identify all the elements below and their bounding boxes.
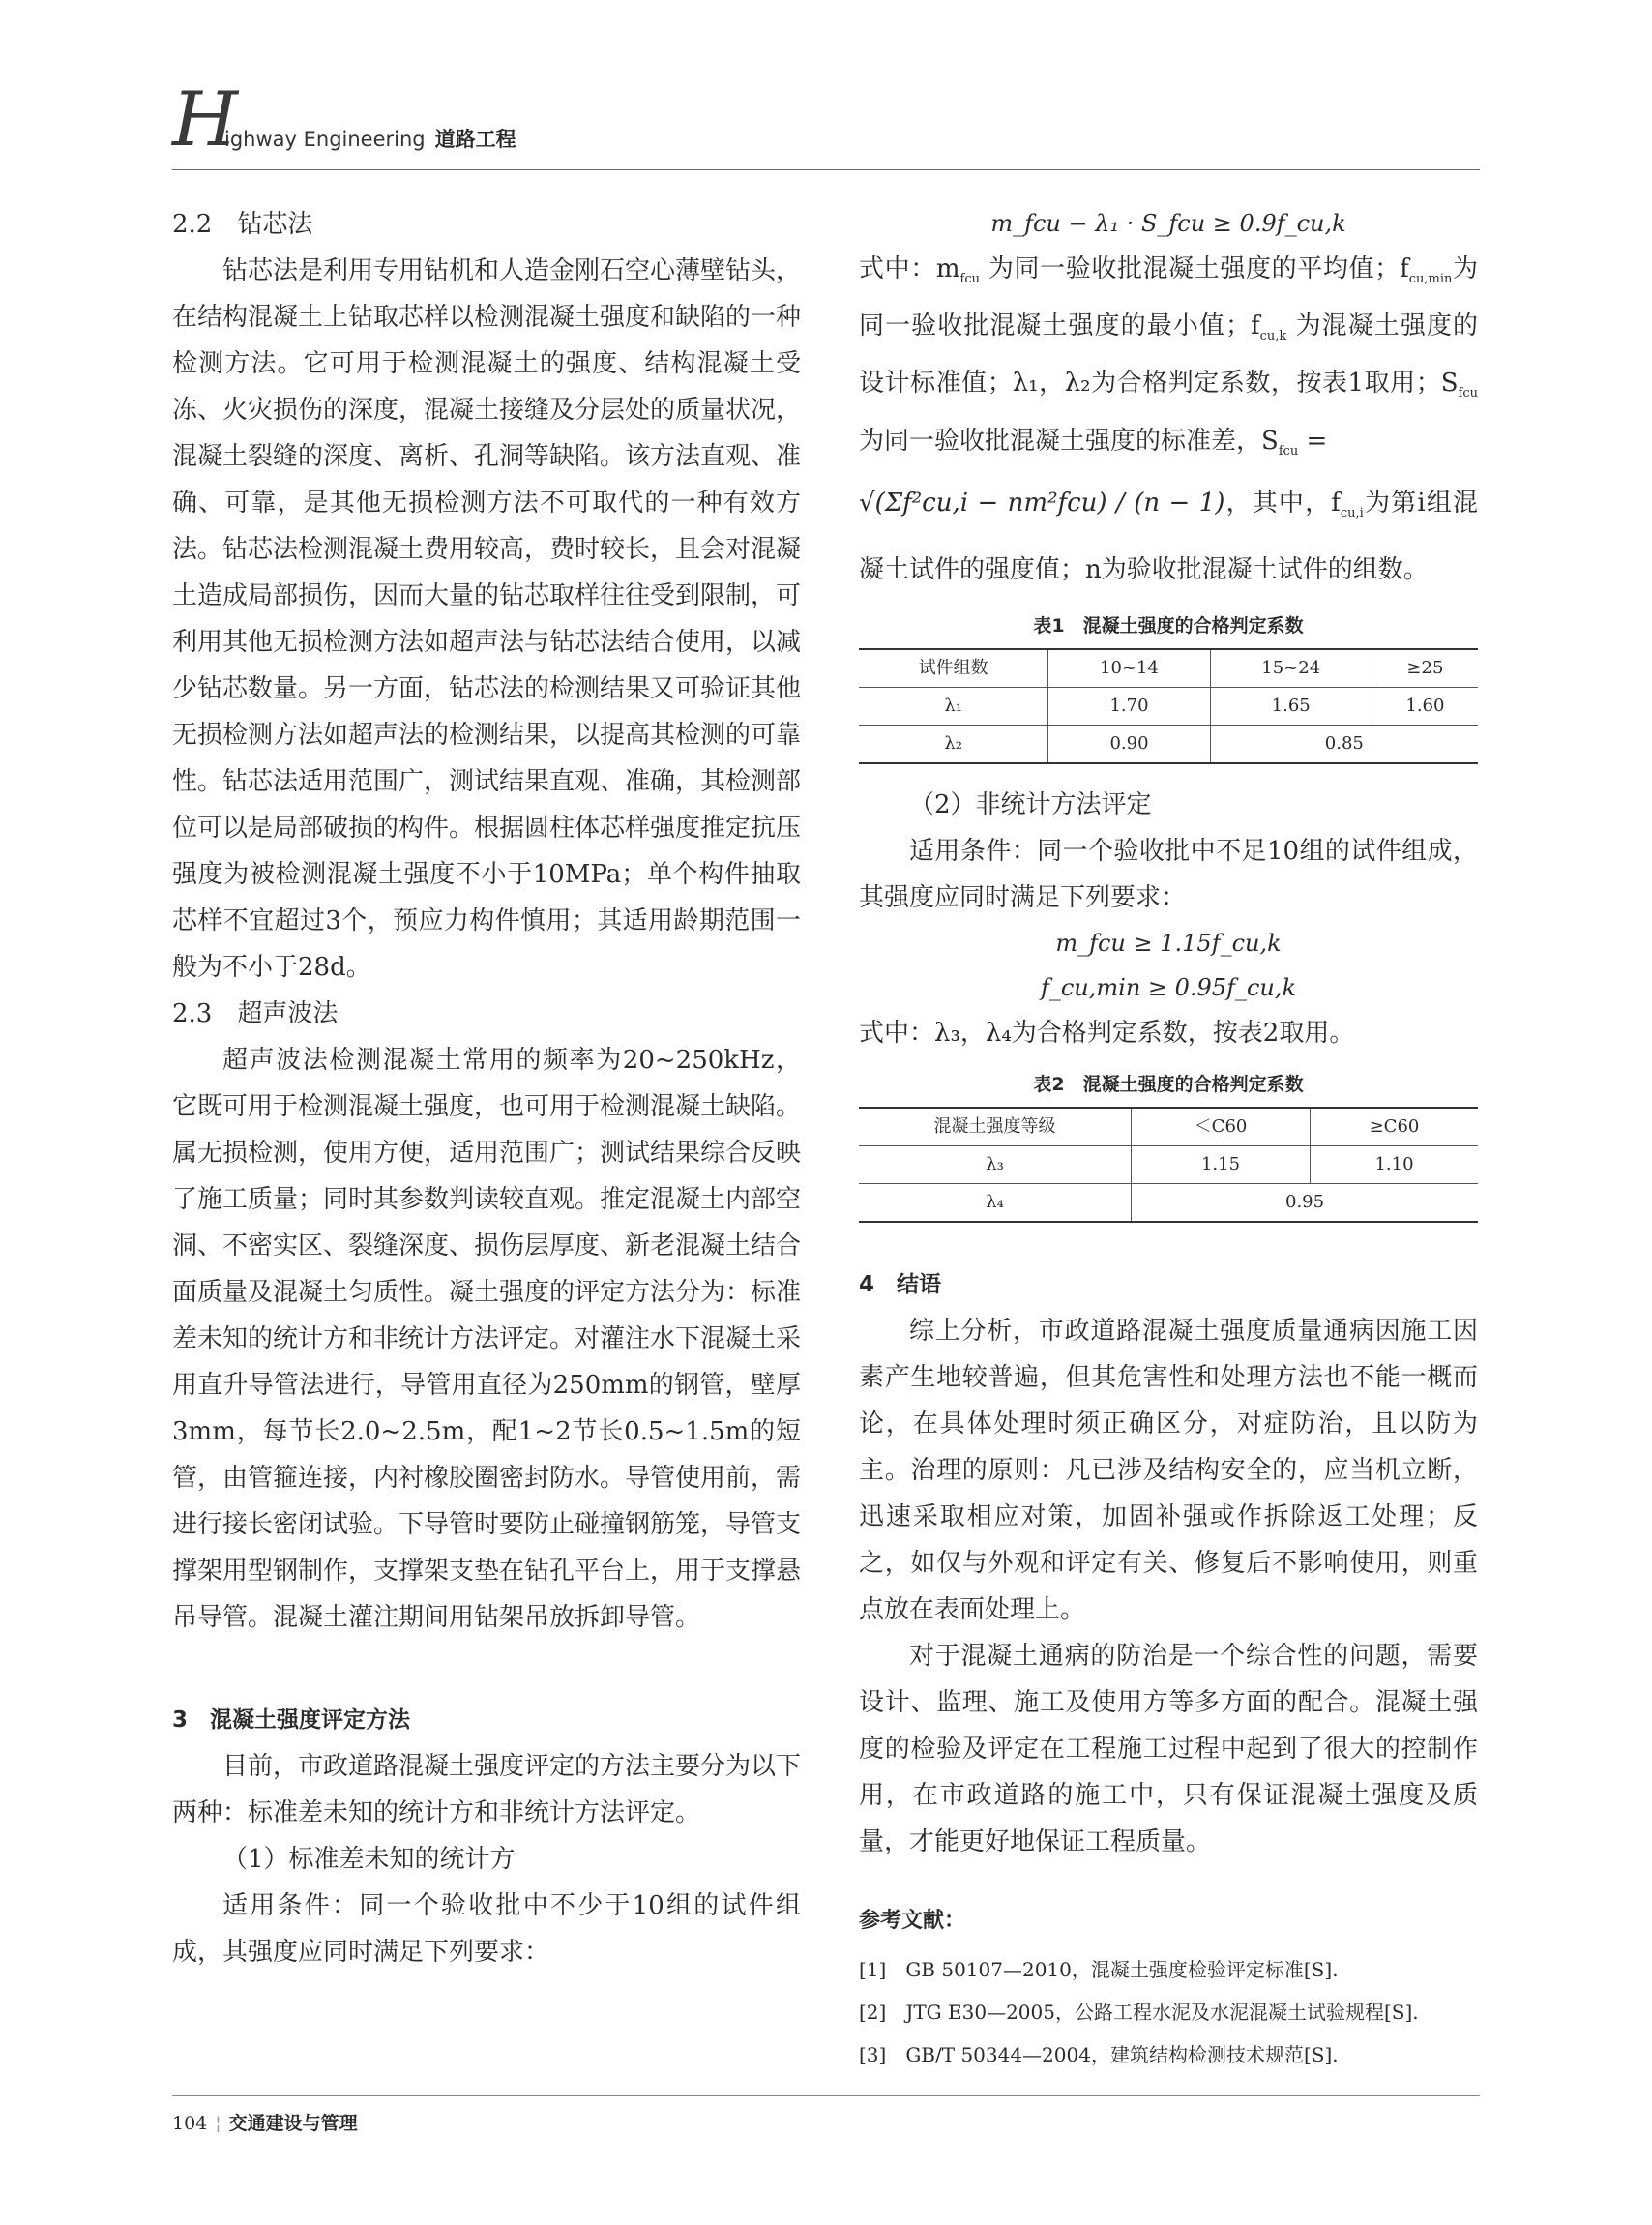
table-1 xyxy=(859,648,1478,764)
table-cell: 10~14 xyxy=(1048,649,1210,688)
reference-item: [2] JTG E30—2005，公路工程水泥及水泥混凝土试验规程[S]. xyxy=(859,2000,1419,2024)
section-4-para-1: 综上分析，市政道路混凝土强度质量通病因施工因素产生地较普遍，但其危害性和处理方法也不能一概而论，在具体处理时须正确区分，对症防治，且以防为主。治理的原则：凡已涉及结构安全的，应当机立断，迅速采取相应对策，加固补强或作拆除返工处理；反之，如仅与外观和评定有关、修复后不影响使用，则重点放在表面处理上。 xyxy=(859,1316,1478,1624)
table-cell: λ₁ xyxy=(859,687,1048,725)
section-2-3-title: 2.3 超声波法 xyxy=(172,999,339,1028)
table-cell: 15~24 xyxy=(1210,649,1372,688)
table-cell: 1.65 xyxy=(1210,687,1372,725)
expl2-part-a: ，其中，f xyxy=(1224,488,1341,518)
header-text xyxy=(224,124,516,153)
footer-separator: ¦ xyxy=(215,2113,221,2134)
section-3-item-1: （1）标准差未知的统计方 xyxy=(222,1845,516,1874)
table-row xyxy=(859,725,1478,763)
table-cell: 1.70 xyxy=(1048,687,1210,725)
section-3-condition-1: 适用条件：同一个验收批中不少于10组的试件组成，其强度应同时满足下列要求： xyxy=(172,1891,801,1967)
table-cell: 1.10 xyxy=(1310,1145,1478,1183)
expl-part-f: = xyxy=(1298,426,1328,456)
table-cell: ≥25 xyxy=(1372,649,1478,688)
table-cell: λ₄ xyxy=(859,1183,1132,1222)
table-row xyxy=(859,649,1478,688)
table-row xyxy=(859,1145,1478,1183)
section-2-2-title: 2.2 钻芯法 xyxy=(172,210,313,239)
section-3-title: 3 混凝土强度评定方法 xyxy=(172,1707,411,1733)
table-cell: ≥C60 xyxy=(1310,1108,1478,1146)
expl-part-b: 为同一验收批混凝土强度的平均值；f xyxy=(979,254,1409,283)
header-chinese: 道路工程 xyxy=(434,128,516,151)
table-cell: λ₃ xyxy=(859,1145,1132,1183)
section-4-title: 4 结语 xyxy=(859,1271,942,1297)
section-2-3-body: 超声波法检测混凝土常用的频率为20~250kHz，它既可用于检测混凝土强度，也可用于检测混凝土缺陷。属无损检测，使用方便，适用范围广；测试结果综合反映了施工质量；同时其参数判读较直观。推定混凝土内部空洞、不密实区、裂缝深度、损伤层厚度、新老混凝土结合面质量及混凝土匀质性。凝土强度的评定方法分为：标准差未知的统计方和非统计方法评定。对灌注水下混凝土采用直升导管法进行，导管用直径为250mm的钢管，壁厚3mm，每节长2.0~2.5m，配1~2节长0.5~1.5m的短管，由管箍连接，内衬橡胶圈密封防水。导管使用前，需进行接长密闭试验。下导管时要防止碰撞钢筋笼，导管支撑架用型钢制作，支撑架支垫在钻孔平台上，用于支撑悬吊导管。混凝土灌注期间用钻架吊放拆卸导管。 xyxy=(172,1046,802,1632)
header-english: ighway Engineering xyxy=(224,128,426,151)
equation-3: f_cu,min ≥ 0.95f_cu,k xyxy=(1040,973,1297,1001)
expl-part-e: 为同一验收批混凝土强度的标准差，S xyxy=(859,426,1279,456)
table-cell: 1.60 xyxy=(1372,687,1478,725)
expl-part-a: 式中：m xyxy=(859,254,960,283)
right-column xyxy=(859,201,1478,2076)
footer-rule xyxy=(172,2095,1480,2096)
section-2-2-body: 钻芯法是利用专用钻机和人造金刚石空心薄壁钻头，在结构混凝土上钻取芯样以检测混凝土强度和缺陷的一种检测方法。它可用于检测混凝土的强度、结构混凝土受冻、火灾损伤的深度，混凝土接缝及分层处的质量状况，混凝土裂缝的深度、离析、孔洞等缺陷。该方法直观、准确、可靠，是其他无损检测方法不可取代的一种有效方法。钻芯法检测混凝土费用较高，费时较长，且会对混凝土造成局部损伤，因而大量的钻芯取样往往受到限制，可利用其他无损检测方法如超声法与钻芯法结合使用，以减少钻芯数量。另一方面，钻芯法的检测结果又可验证其他无损检测方法如超声法的检测结果，以提高其检测的可靠性。钻芯法适用范围广，测试结果直观、准确，其检测部位可以是局部破损的构件。根据圆柱体芯样强度推定抗压强度为被检测混凝土强度不小于10MPa；单个构件抽取芯样不宜超过3个，预应力构件慎用；其适用龄期范围一般为不小于28d。 xyxy=(172,256,802,982)
table-row xyxy=(859,1183,1478,1222)
table-cell: ＜C60 xyxy=(1132,1108,1311,1146)
table-cell: 0.95 xyxy=(1132,1183,1478,1222)
item-2-title: （2）非统计方法评定 xyxy=(909,789,1152,819)
table-cell: 混凝土强度等级 xyxy=(859,1108,1132,1146)
table-row xyxy=(859,687,1478,725)
section-4-para-2: 对于混凝土通病的防治是一个综合性的问题，需要设计、监理、施工及使用方等多方面的配合。混凝土强度的检验及评定在工程施工过程中起到了很大的控制作用，在市政道路的施工中，只有保证混凝土强度及质量，才能更好地保证工程质量。 xyxy=(859,1641,1478,1856)
journal-name: 交通建设与管理 xyxy=(228,2113,358,2134)
table-cell: 0.85 xyxy=(1210,725,1478,763)
table-cell: 1.15 xyxy=(1132,1145,1311,1183)
table-cell: 0.90 xyxy=(1048,725,1210,763)
table-row xyxy=(859,1108,1478,1146)
expl-part-c: 为同一验收批混凝土强度的最小值；f xyxy=(859,254,1479,341)
header-rule xyxy=(172,169,1480,170)
equation-1-explanation: 式中：$m_{fcu}$ 为同一验收批混凝土强度的平均值；$f_{cu,min}$为同一验收批混凝土强度的最小值；$f_{cu,k}$ 为混凝土强度的设计标准值；λ₁，λ₂为合格判定系数，按表1取用；$S_{fcu}$ 为同一验收批混凝土强度的标准差，$S_{fcu}$ = xyxy=(859,254,1479,459)
left-column xyxy=(172,201,801,1975)
condition-2: 适用条件：同一个验收批中不足10组的试件组成，其强度应同时满足下列要求： xyxy=(859,836,1478,912)
std-dev-formula-line: √(Σf²cu,i − nm²fcu) / (n − 1)，其中，$f_{cu,i}$为第i组混凝土试件的强度值；n为验收批混凝土试件的组数。 xyxy=(859,488,1478,584)
section-3-intro: 目前，市政道路混凝土强度评定的方法主要分为以下两种：标准差未知的统计方和非统计方法评定。 xyxy=(172,1752,802,1827)
table-cell: 试件组数 xyxy=(859,649,1048,688)
expl2-part-b: 为第i组混凝土试件的强度值；n为验收批混凝土试件的组数。 xyxy=(859,488,1478,584)
table-2 xyxy=(859,1107,1478,1223)
expl-part-d: 为混凝土强度的设计标准值；λ₁，λ₂为合格判定系数，按表1取用；S xyxy=(859,312,1479,399)
header-logo-letter: H xyxy=(172,76,239,163)
equation-2: m_fcu ≥ 1.15f_cu,k xyxy=(1055,929,1282,957)
table-1-caption: 表1 混凝土强度的合格判定系数 xyxy=(1033,614,1304,637)
equation-1: m_fcu − λ₁ · S_fcu ≥ 0.9f_cu,k xyxy=(990,210,1346,237)
equation-2-explanation: 式中：λ₃，λ₄为合格判定系数，按表2取用。 xyxy=(859,1018,1355,1048)
sqrt-formula: √(Σf²cu,i − nm²fcu) / (n − 1) xyxy=(859,488,1225,518)
reference-item: [3] GB/T 50344—2004，建筑结构检测技术规范[S]. xyxy=(859,2042,1339,2066)
table-2-caption: 表2 混凝土强度的合格判定系数 xyxy=(1033,1073,1304,1095)
references-title: 参考文献： xyxy=(859,1908,966,1933)
reference-item: [1] GB 50107—2010，混凝土强度检验评定标准[S]. xyxy=(859,1957,1339,1981)
table-cell: λ₂ xyxy=(859,725,1048,763)
page-number: 104 xyxy=(172,2113,208,2134)
page-footer xyxy=(172,2109,358,2135)
